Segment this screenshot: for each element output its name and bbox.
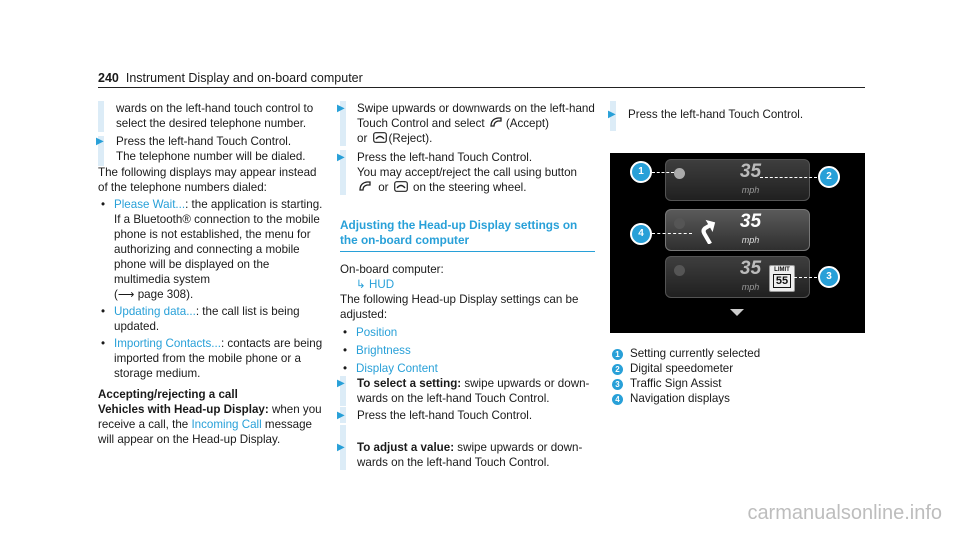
selected-dot-icon (674, 168, 685, 179)
callout-line (652, 172, 674, 173)
hud-panel-traffic-sign (665, 256, 810, 298)
page-ref-arrow-icon: ⟶ (117, 288, 135, 301)
incoming-call-link[interactable]: Incoming Call (191, 418, 262, 431)
column-2-step-4: ▶ Press the left-hand Touch Control. (337, 409, 533, 422)
indicator-dot-icon (674, 218, 685, 229)
legend-item: 1 Setting currently selected (612, 346, 862, 361)
reject-call-icon (394, 181, 408, 192)
legend-item: 3 Traffic Sign Assist (612, 376, 862, 391)
menu-path (340, 277, 595, 292)
step-arrow-icon: ▶ (337, 442, 345, 453)
setting-position[interactable]: Position (356, 326, 398, 339)
page-number: 240 (98, 71, 119, 85)
legend (612, 346, 862, 406)
speed-value: 35 (739, 161, 762, 182)
column-1-body (98, 165, 324, 447)
indicator-dot-icon (674, 265, 685, 276)
please-wait-link[interactable]: Please Wait... (114, 198, 186, 211)
step-text: Press the left-hand Touch Control. (116, 135, 292, 148)
step-arrow-icon: ▶ (337, 152, 345, 163)
legend-item: 2 Digital speedometer (612, 361, 862, 376)
column-2-step-1: ▶ Swipe upwards or downwards on the left-hand Touch Control and select (Accept) or (Reject). (337, 102, 595, 145)
setting-brightness[interactable]: Brightness (356, 344, 411, 357)
callout-1: 1 (630, 161, 652, 183)
page-title: Instrument Display and on-board computer (125, 71, 363, 85)
accept-call-icon (359, 181, 373, 192)
hud-settings-image (610, 153, 865, 333)
updating-data-link[interactable]: Updating data... (114, 305, 196, 318)
step-arrow-icon: ▶ (337, 103, 345, 114)
reject-call-icon (373, 132, 387, 143)
hud-menu-link[interactable]: HUD (368, 278, 395, 291)
column-2-step-5: ▶ To adjust a value: swipe upwards or downwards on the left-hand Touch Control. (337, 441, 583, 469)
column-2-section (340, 218, 595, 376)
scroll-down-icon (730, 309, 744, 316)
callout-2: 2 (818, 166, 840, 188)
speed-value: 35 (739, 211, 762, 232)
speed-unit: mph (741, 235, 760, 245)
section-heading: Accepting/rejecting a call (98, 388, 238, 401)
callout-line (760, 177, 817, 178)
importing-contacts-link[interactable]: Importing Contacts... (114, 337, 221, 350)
callout-line (652, 233, 692, 234)
column-1-step (96, 134, 321, 164)
step-result: The telephone number will be dialed. (116, 150, 306, 163)
hud-panel-navigation (665, 209, 810, 251)
callout-line (794, 277, 817, 278)
watermark: carmanualsonline.info (747, 502, 942, 524)
page-header (98, 71, 363, 86)
turn-arrow-icon (696, 216, 720, 244)
page-reference[interactable]: page 308). (137, 288, 194, 301)
continued-text: wards on the left-hand touch control to select the desired telephone number. (116, 102, 314, 130)
list-item (340, 343, 595, 358)
list-item: • Please Wait...: the application is starting. If a Bluetooth® connection to the mobile phone is not established, the menu for authorizing and connecting a mobile phone will be displayed on the multimedia system (⟶ page 308). (98, 197, 324, 302)
header-rule (98, 87, 865, 88)
section-title: Adjusting the Head-up Display settings on the on-board computer (340, 218, 578, 247)
step-arrow-icon: ▶ (337, 410, 345, 421)
column-2-step-3: ▶ To select a setting: swipe upwards or downwards on the left-hand Touch Control. (337, 377, 590, 405)
accept-call-icon (490, 117, 504, 128)
hud-panel-speedometer (665, 159, 810, 201)
speed-value: 35 (739, 258, 762, 279)
list-item: • Importing Contacts...: contacts are being imported from the mobile phone or a storage medium. (98, 336, 324, 381)
vehicles-text: Vehicles with Head-up Display: when you receive a call, the Incoming Call message will appear on the Head-up Display. (98, 403, 322, 446)
list-item: • Updating data...: the call list is being updated. (98, 304, 324, 334)
list-item (340, 325, 595, 340)
step-arrow-icon: ▶ (96, 136, 104, 147)
obc-label: On-board computer: (340, 263, 444, 276)
speed-unit: mph (741, 185, 760, 195)
column-1 (116, 101, 321, 131)
column-3-step: ▶ Press the left-hand Touch Control. (608, 108, 804, 121)
step-arrow-icon: ▶ (337, 378, 345, 389)
speed-unit: mph (741, 282, 760, 292)
settings-intro: The following Head-up Display settings can be adjusted: (340, 293, 579, 321)
callout-3: 3 (818, 266, 840, 288)
menu-path-arrow-icon: ↳ (356, 278, 366, 291)
continuation-bar (98, 101, 104, 132)
section-rule (340, 251, 595, 252)
list-item (340, 361, 595, 376)
callout-4: 4 (630, 223, 652, 245)
step-arrow-icon: ▶ (608, 109, 616, 120)
column-2-step-2: ▶ Press the left-hand Touch Control. You may accept/reject the call using button or on the steering wheel. (337, 151, 577, 194)
setting-display-content[interactable]: Display Content (356, 362, 438, 375)
legend-item: 4 Navigation displays (612, 391, 862, 406)
speed-limit-sign: LIMIT 55 (769, 265, 795, 292)
intro-text: The following displays may appear instead of the telephone numbers dialed: (98, 166, 317, 194)
